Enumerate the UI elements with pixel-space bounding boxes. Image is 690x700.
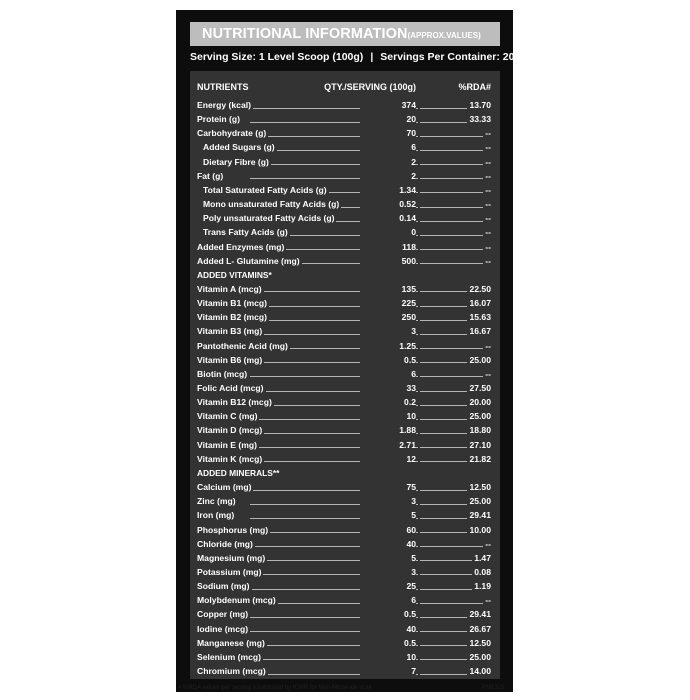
qty-cell xyxy=(360,98,416,112)
qty-value: 0 xyxy=(411,227,416,238)
rda-value: 1.47 xyxy=(474,552,491,563)
nutrient-name: Mono unsaturated Fatty Acids (g) xyxy=(203,199,340,210)
rda-value: 10.00 xyxy=(469,524,491,535)
qty-value: 1.34 xyxy=(399,184,416,195)
nutrient-name: Iron (mg) xyxy=(197,510,235,521)
rda-cell xyxy=(426,579,491,593)
qty-cell xyxy=(360,112,416,126)
rda-cell xyxy=(426,211,491,225)
rda-cell xyxy=(426,197,491,211)
rda-value: 33.33 xyxy=(469,114,491,125)
section-heading xyxy=(190,466,500,480)
nutrient-row xyxy=(190,494,500,508)
nutrient-name: Vitamin B12 (mcg) xyxy=(197,397,272,408)
nutrient-name: Calcium (mg) xyxy=(197,482,252,493)
nutrient-name: Vitamin B2 (mcg) xyxy=(197,312,268,323)
rda-cell xyxy=(426,423,491,437)
nutrient-row xyxy=(190,240,500,254)
section-title: ADDED VITAMINS* xyxy=(197,269,272,280)
qty-cell xyxy=(360,296,416,310)
rda-cell xyxy=(426,593,491,607)
rda-value: -- xyxy=(485,538,491,549)
nutrient-row xyxy=(190,353,500,367)
rda-cell xyxy=(426,140,491,154)
qty-cell xyxy=(360,381,416,395)
rda-value: 12.50 xyxy=(469,637,491,648)
nutrient-row xyxy=(190,112,500,126)
qty-cell xyxy=(360,607,416,621)
rda-cell xyxy=(426,622,491,636)
qty-cell xyxy=(360,579,416,593)
nutrient-name: Total Saturated Fatty Acids (g) xyxy=(203,184,327,195)
qty-cell xyxy=(360,225,416,239)
nutrient-name: Chromium (mcg) xyxy=(197,666,266,676)
rda-cell xyxy=(426,339,491,353)
rda-cell xyxy=(426,523,491,537)
nutrient-name: Folic Acid (mcg) xyxy=(197,383,264,393)
qty-cell xyxy=(360,438,416,452)
nutrient-row xyxy=(190,565,500,579)
rda-value: 22.50 xyxy=(469,283,491,294)
nutrient-name: Vitamin E (mg) xyxy=(197,439,258,450)
qty-value: 40 xyxy=(406,623,416,634)
rda-value: -- xyxy=(485,156,491,167)
rda-value: -- xyxy=(485,170,491,181)
qty-value: 6 xyxy=(411,595,416,606)
qty-value: 0.5 xyxy=(404,354,416,365)
qty-value: 2 xyxy=(411,170,416,181)
rda-value: -- xyxy=(485,368,491,379)
rda-cell xyxy=(426,112,491,126)
section-title: ADDED MINERALS** xyxy=(197,467,280,478)
nutrient-name: Dietary Fibre (g) xyxy=(203,156,269,167)
qty-cell xyxy=(360,282,416,296)
rda-cell xyxy=(426,183,491,197)
nutrient-name: Vitamin A (mcg) xyxy=(197,283,262,294)
rda-value: 18.80 xyxy=(469,425,491,436)
qty-value: 118 xyxy=(402,241,416,252)
nutrient-row xyxy=(190,169,500,183)
qty-value: 3 xyxy=(411,496,416,507)
nutrient-row xyxy=(190,452,500,466)
nutrient-row xyxy=(190,126,500,140)
nutrient-row xyxy=(190,296,500,310)
rda-cell xyxy=(426,494,491,508)
rda-value: 27.50 xyxy=(469,383,491,393)
rda-value: -- xyxy=(485,241,491,252)
nutrient-row xyxy=(190,423,500,437)
nutrient-row xyxy=(190,579,500,593)
rda-value: 29.41 xyxy=(469,609,491,620)
qty-value: 70 xyxy=(406,128,416,139)
rda-value: -- xyxy=(485,128,491,139)
qty-cell xyxy=(360,324,416,338)
qty-value: 33 xyxy=(406,383,416,393)
nutrient-name: Selenium (mcg) xyxy=(197,651,261,662)
rda-value: 25.00 xyxy=(469,354,491,365)
qty-cell xyxy=(360,650,416,664)
qty-value: 75 xyxy=(406,482,416,493)
nutrient-row xyxy=(190,409,500,423)
nutrient-row xyxy=(190,225,500,239)
rda-cell xyxy=(426,565,491,579)
qty-cell xyxy=(360,664,416,678)
header-qty-serving: QTY./SERVING (100g) xyxy=(324,82,416,92)
rda-cell xyxy=(426,551,491,565)
qty-value: 0.5 xyxy=(404,609,416,620)
nutrient-name: Vitamin C (mg) xyxy=(197,411,258,422)
qty-cell xyxy=(360,565,416,579)
nutrient-row xyxy=(190,395,500,409)
rda-cell xyxy=(426,452,491,466)
rda-cell xyxy=(426,537,491,551)
rda-value: -- xyxy=(485,227,491,238)
qty-cell xyxy=(360,339,416,353)
qty-cell xyxy=(360,169,416,183)
rda-value: 25.00 xyxy=(469,411,491,422)
qty-value: 135 xyxy=(401,283,416,294)
serving-info xyxy=(190,46,515,68)
rda-value: 16.07 xyxy=(469,298,491,309)
nutrient-name: Vitamin D (mcg) xyxy=(197,425,263,436)
qty-value: 10 xyxy=(406,651,416,662)
qty-value: 374 xyxy=(401,100,416,110)
rda-cell xyxy=(426,381,491,395)
rda-cell xyxy=(426,169,491,183)
nutrient-name: Vitamin B3 (mg) xyxy=(197,326,263,337)
nutrient-name: Sodium (mg) xyxy=(197,581,250,592)
nutrient-row xyxy=(190,339,500,353)
rda-value: 26.67 xyxy=(469,623,491,634)
nutrient-row xyxy=(190,381,500,395)
qty-cell xyxy=(360,494,416,508)
qty-value: 0.14 xyxy=(399,213,416,224)
qty-cell xyxy=(360,126,416,140)
qty-cell xyxy=(360,240,416,254)
nutrient-row xyxy=(190,523,500,537)
rda-value: 13.70 xyxy=(469,100,491,110)
qty-cell xyxy=(360,622,416,636)
nutrient-name: Manganese (mg) xyxy=(197,637,265,648)
qty-cell xyxy=(360,636,416,650)
qty-value: 0.52 xyxy=(399,199,416,210)
nutrient-name: Copper (mg) xyxy=(197,609,249,620)
nutrient-name: Zinc (mg) xyxy=(197,496,236,507)
rda-value: -- xyxy=(485,255,491,266)
nutrient-name: Phosphorus (mg) xyxy=(197,524,269,535)
product-code: PM1325 xyxy=(482,685,505,691)
nutrient-row xyxy=(190,183,500,197)
rda-value: 12.50 xyxy=(469,482,491,493)
nutrient-name: Iodine (mcg) xyxy=(197,623,249,634)
rda-cell xyxy=(426,480,491,494)
qty-cell xyxy=(360,423,416,437)
rda-cell xyxy=(426,636,491,650)
qty-cell xyxy=(360,395,416,409)
rda-value: -- xyxy=(485,199,491,210)
rda-cell xyxy=(426,353,491,367)
qty-value: 6 xyxy=(411,142,416,153)
nutrient-name: Pantothenic Acid (mg) xyxy=(197,340,288,351)
nutrient-row xyxy=(190,98,500,112)
nutrition-table xyxy=(190,71,500,679)
nutrient-name: Biotin (mcg) xyxy=(197,368,248,379)
nutrient-name: Vitamin K (mcg) xyxy=(197,453,263,464)
qty-value: 7 xyxy=(411,666,416,676)
section-heading xyxy=(190,268,500,282)
qty-cell xyxy=(360,508,416,522)
qty-value: 6 xyxy=(411,368,416,379)
nutrient-name: Carbohydrate (g) xyxy=(197,128,267,139)
rda-cell xyxy=(426,508,491,522)
header-nutrients: NUTRIENTS xyxy=(197,82,249,92)
nutrient-row xyxy=(190,197,500,211)
nutrient-name: Energy (kcal) xyxy=(197,100,251,110)
qty-value: 250 xyxy=(401,312,416,323)
qty-value: 225 xyxy=(401,298,416,309)
qty-cell xyxy=(360,480,416,494)
nutrient-row xyxy=(190,480,500,494)
qty-value: 60 xyxy=(406,524,416,535)
nutrient-row xyxy=(190,438,500,452)
nutrient-name: Trans Fatty Acids (g) xyxy=(203,227,288,238)
qty-value: 1.25 xyxy=(399,340,416,351)
rda-cell xyxy=(426,607,491,621)
qty-cell xyxy=(360,254,416,268)
nutrient-row xyxy=(190,324,500,338)
qty-cell xyxy=(360,551,416,565)
rda-value: 25.00 xyxy=(469,651,491,662)
qty-cell xyxy=(360,353,416,367)
nutrient-row xyxy=(190,607,500,621)
rda-value: 15.63 xyxy=(469,312,491,323)
nutrient-row xyxy=(190,211,500,225)
rda-cell xyxy=(426,664,491,678)
footnote: # %RDA values per serving established by ICMR for Men-Moderate work xyxy=(178,685,372,691)
qty-value: 3 xyxy=(411,326,416,337)
qty-value: 40 xyxy=(406,538,416,549)
qty-value: 2 xyxy=(411,156,416,167)
qty-value: 2.71 xyxy=(399,439,416,450)
nutrient-row xyxy=(190,367,500,381)
rda-value: -- xyxy=(485,595,491,606)
nutrient-name: Fat (g) xyxy=(197,170,224,181)
qty-value: 12 xyxy=(406,453,416,464)
rda-cell xyxy=(426,225,491,239)
qty-value: 5 xyxy=(411,510,416,521)
nutrient-row xyxy=(190,593,500,607)
nutrient-name: Chloride (mg) xyxy=(197,538,253,549)
nutrient-name: Molybdenum (mcg) xyxy=(197,595,276,606)
rda-value: 27.10 xyxy=(469,439,491,450)
rda-value: 14.00 xyxy=(469,666,491,676)
rda-value: 20.00 xyxy=(469,397,491,408)
serving-size: Serving Size: 1 Level Scoop (100g) xyxy=(190,51,364,63)
nutrient-name: Magnesium (mg) xyxy=(197,552,266,563)
qty-cell xyxy=(360,452,416,466)
rda-cell xyxy=(426,310,491,324)
rda-value: 16.67 xyxy=(469,326,491,337)
qty-cell xyxy=(360,523,416,537)
panel-title-suffix: (APPROX.VALUES) xyxy=(407,31,481,40)
rda-value: -- xyxy=(485,184,491,195)
nutrient-row xyxy=(190,636,500,650)
nutrient-row xyxy=(190,310,500,324)
serving-separator: | xyxy=(370,51,374,63)
panel-title: NUTRITIONAL INFORMATION xyxy=(202,26,408,42)
rda-cell xyxy=(426,254,491,268)
nutrient-row xyxy=(190,650,500,664)
title-band xyxy=(190,22,500,46)
qty-value: 3 xyxy=(411,566,416,577)
nutrient-name: Potassium (mg) xyxy=(197,566,262,577)
rda-cell xyxy=(426,282,491,296)
rda-value: 21.82 xyxy=(469,453,491,464)
qty-value: 20 xyxy=(406,114,416,125)
rda-value: 1.19 xyxy=(474,581,491,592)
nutrient-row xyxy=(190,254,500,268)
qty-value: 0.2 xyxy=(404,397,416,408)
nutrient-row xyxy=(190,282,500,296)
nutrient-row xyxy=(190,664,500,678)
rda-cell xyxy=(426,126,491,140)
qty-cell xyxy=(360,537,416,551)
rda-value: -- xyxy=(485,213,491,224)
servings-per-container: Servings Per Container: 20 xyxy=(380,51,515,63)
nutrient-row xyxy=(190,155,500,169)
header-rda: %RDA# xyxy=(458,82,491,92)
nutrient-row xyxy=(190,140,500,154)
qty-value: 10 xyxy=(406,411,416,422)
qty-cell xyxy=(360,197,416,211)
rda-value: -- xyxy=(485,340,491,351)
rda-value: 25.00 xyxy=(469,496,491,507)
nutrient-name: Added L- Glutamine (mg) xyxy=(197,255,300,266)
nutrient-row xyxy=(190,537,500,551)
nutrition-panel xyxy=(176,10,513,692)
rda-cell xyxy=(426,324,491,338)
qty-cell xyxy=(360,409,416,423)
rda-cell xyxy=(426,395,491,409)
rda-value: -- xyxy=(485,142,491,153)
qty-cell xyxy=(360,593,416,607)
qty-cell xyxy=(360,155,416,169)
nutrient-name: Poly unsaturated Fatty Acids (g) xyxy=(203,213,335,224)
rda-cell xyxy=(426,240,491,254)
rda-cell xyxy=(426,409,491,423)
qty-cell xyxy=(360,310,416,324)
rda-cell xyxy=(426,367,491,381)
rda-cell xyxy=(426,296,491,310)
nutrient-name: Vitamin B6 (mg) xyxy=(197,354,263,365)
rda-value: 29.41 xyxy=(469,510,491,521)
nutrient-row xyxy=(190,622,500,636)
rda-value: 0.08 xyxy=(474,566,491,577)
qty-cell xyxy=(360,211,416,225)
qty-cell xyxy=(360,367,416,381)
nutrient-name: Added Enzymes (mg) xyxy=(197,241,285,252)
nutrient-name: Vitamin B1 (mcg) xyxy=(197,298,268,309)
qty-value: 1.88 xyxy=(399,425,416,436)
nutrient-row xyxy=(190,508,500,522)
rda-cell xyxy=(426,438,491,452)
nutrient-name: Added Sugars (g) xyxy=(203,142,275,153)
qty-cell xyxy=(360,140,416,154)
qty-value: 5 xyxy=(411,552,416,563)
qty-value: 0.5 xyxy=(404,637,416,648)
nutrient-name: Protein (g) xyxy=(197,114,240,125)
qty-value: 500 xyxy=(401,255,416,266)
rda-cell xyxy=(426,155,491,169)
qty-value: 25 xyxy=(406,581,416,592)
rda-cell xyxy=(426,650,491,664)
rda-cell xyxy=(426,98,491,112)
qty-cell xyxy=(360,183,416,197)
nutrient-row xyxy=(190,551,500,565)
